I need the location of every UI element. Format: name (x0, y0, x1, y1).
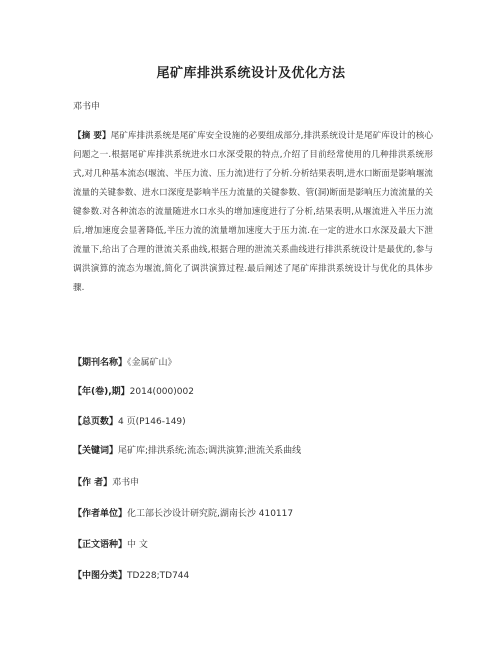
field-label: 【作 者】 (73, 478, 113, 488)
field-value: 《金属矿山》 (127, 358, 177, 368)
field-value: 尾矿库;排洪系统;流态;调洪演算;泄流关系曲线 (118, 446, 302, 456)
field-label: 【作者单位】 (73, 509, 128, 519)
abstract-label: 【摘 要】 (73, 131, 111, 141)
field-journal-name (73, 355, 433, 368)
abstract-text: 尾矿库排洪系统是尾矿库安全设施的必要组成部分,排洪系统设计是尾矿库设计的核心问题之一.根据尾矿库排洪系统进水口水深受限的特点,介绍了目前经常使用的几种排洪系统形式,对几种基本流态(堰流、半压力流、压力流)进行了分析.分析结果表明,进水口断面是影响堰流流量的关键参数、进水口深度是影响半压力流量的关键参数、管(洞)断面是影响压力流流量的关键参数.对各种流态的流量随进水口水头的增加速度进行了分析,结果表明,从堰流进入半压力流后,增加速度会显著降低,半压力流的流量增加速度大于压力流.在一定的进水口水深及最大下泄流量下,给出了合理的泄流关系曲线,根据合理的泄流关系曲线进行排洪系统设计是最优的,参与调洪演算的流态为堰流,简化了调洪演算过程.最后阐述了尾矿库排洪系统设计与优化的具体步骤. (73, 131, 434, 293)
author-name: 邓书申 (73, 102, 101, 112)
field-value: 中 文 (127, 540, 148, 550)
field-classification (73, 568, 433, 581)
field-value: 邓书申 (112, 478, 140, 488)
abstract-block (73, 127, 433, 298)
field-language (73, 537, 433, 550)
field-label: 【关键词】 (73, 446, 119, 456)
field-author-affiliation (73, 506, 433, 519)
document-title: 尾矿库排洪系统设计及优化方法 (156, 66, 346, 81)
field-total-pages (73, 414, 433, 427)
field-label: 【中图分类】 (73, 571, 128, 581)
field-year-volume-issue (73, 384, 433, 397)
field-label: 【期刊名称】 (73, 358, 128, 368)
field-value: 化工部长沙设计研究院,湖南长沙 410117 (127, 509, 294, 519)
field-value: TD228;TD744 (127, 571, 190, 581)
field-label: 【正文语种】 (73, 540, 128, 550)
field-value: 2014(000)002 (129, 387, 194, 397)
field-label: 【年(卷),期】 (73, 387, 130, 397)
field-keywords (73, 443, 433, 456)
field-value: 4 页(P146-149) (118, 417, 186, 427)
field-author (73, 475, 433, 488)
field-label: 【总页数】 (73, 417, 119, 427)
